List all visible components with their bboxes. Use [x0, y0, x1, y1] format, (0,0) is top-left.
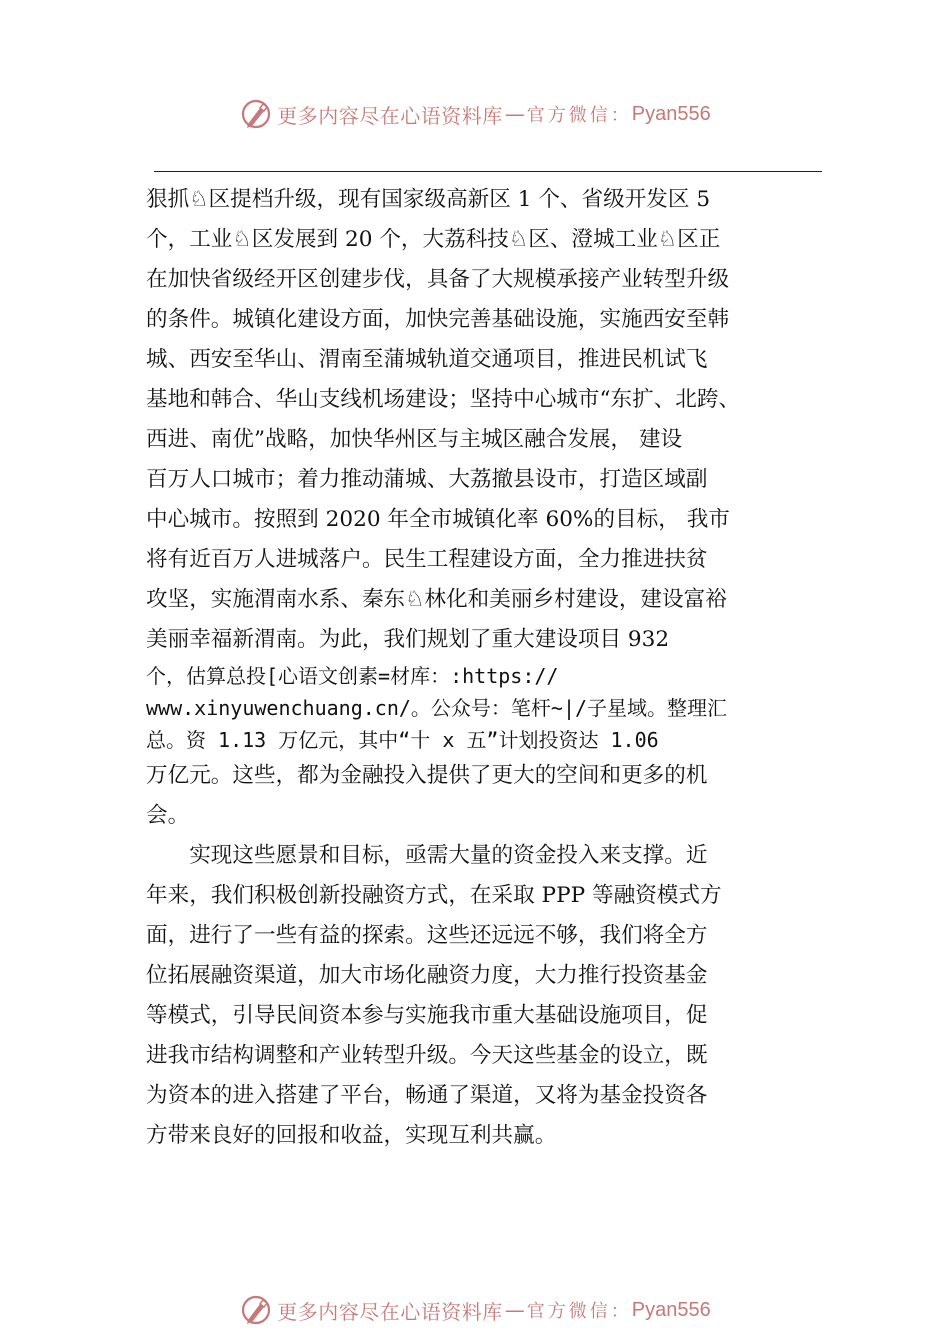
text-line: 年来，我们积极创新投融资方式，在采取 PPP 等融资模式方 [146, 883, 722, 908]
text-line: 个，工业♘区发展到 20 个，大荔科技♘区、澄城工业♘区正 [146, 227, 721, 252]
header-watermark-separator: — [504, 102, 525, 126]
text-line: 中心城市。按照到 2020 年全市城镇化率 60%的目标， 我市 [146, 507, 730, 532]
text-line: 百万人口城市；着力推动蒲城、大荔撤县设市，打造区域副 [146, 467, 708, 492]
document-body [146, 180, 826, 1156]
text-line: 实现这些愿景和目标，亟需大量的资金投入来支撑。近 [146, 843, 708, 868]
text-line: 会。 [146, 803, 190, 828]
text-line: 基地和韩合、华山支线机场建设；坚持中心城市“东扩、北跨、 [146, 387, 741, 412]
text-line: 位拓展融资渠道，加大市场化融资力度，大力推行投资基金 [146, 963, 708, 988]
text-line: 狠抓♘区提档升级，现有国家级高新区 1 个、省级开发区 5 [146, 187, 711, 212]
text-line: 等模式，引导民间资本参与实施我市重大基础设施项目，促 [146, 1003, 708, 1028]
footer-watermark-label: 官方微信： [526, 1301, 632, 1322]
text-line: 攻坚，实施渭南水系、秦东♘林化和美丽乡村建设，建设富裕 [146, 587, 727, 612]
text-line: 面，进行了一些有益的探索。这些还远远不够，我们将全方 [146, 923, 708, 948]
pen-logo-icon [239, 97, 273, 131]
footer-watermark [0, 1290, 950, 1330]
text-line: 方带来良好的回报和收益，实现互利共赢。 [146, 1123, 557, 1148]
footer-watermark-inner [239, 1293, 710, 1327]
text-line: 万亿元。这些，都为金融投入提供了更大的空间和更多的机 [146, 763, 708, 788]
footer-watermark-separator: — [504, 1298, 525, 1322]
footer-watermark-title: 更多内容尽在心语资料库 [277, 1299, 503, 1324]
text-line: 进我市结构调整和产业转型升级。今天这些基金的设立，既 [146, 1043, 708, 1068]
text-line: 总。资 1.13 万亿元，其中“十 x 五”计划投资达 1.06 [146, 728, 659, 752]
text-line: 城、西安至华山、渭南至蒲城轨道交通项目，推进民机试飞 [146, 347, 708, 372]
text-line: 个，估算总投[心语文创素=材库：:https:// [146, 664, 559, 688]
header-watermark-handle: Pyan556 [631, 102, 711, 125]
text-line: www.xinyuwenchuang.cn/。公众号：笔杆~|/子星域。整理汇 [146, 696, 728, 720]
header-watermark-title: 更多内容尽在心语资料库 [277, 103, 503, 128]
pen-logo-icon [239, 1293, 273, 1327]
text-line: 的条件。城镇化建设方面，加快完善基础设施，实施西安至韩 [146, 307, 730, 332]
text-line: 为资本的进入搭建了平台，畅通了渠道，又将为基金投资各 [146, 1083, 708, 1108]
header-watermark-inner [239, 97, 710, 131]
header-rule [154, 171, 822, 172]
text-line: 将有近百万人进城落户。民生工程建设方面，全力推进扶贫 [146, 547, 708, 572]
footer-watermark-handle: Pyan556 [631, 1298, 711, 1321]
header-watermark-label: 官方微信： [526, 105, 632, 126]
header-watermark [0, 94, 950, 134]
text-line: 西进、南优”战略，加快华州区与主城区融合发展， 建设 [146, 427, 683, 452]
text-line: 在加快省级经开区创建步伐，具备了大规模承接产业转型升级 [146, 267, 730, 292]
text-line: 美丽幸福新渭南。为此，我们规划了重大建设项目 932 [146, 627, 670, 652]
